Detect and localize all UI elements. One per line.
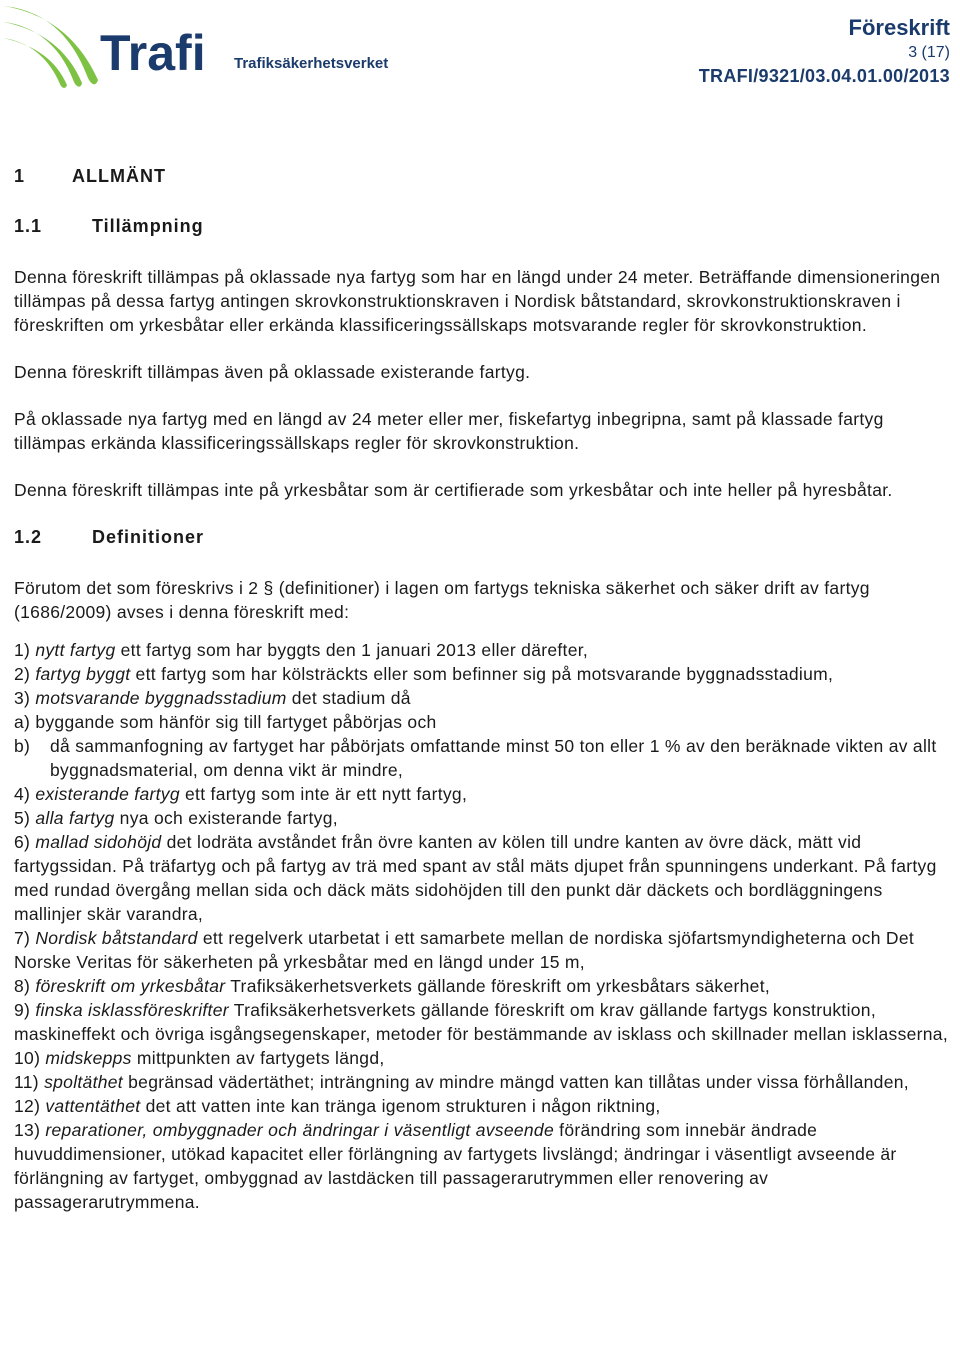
definition-item: 1) nytt fartyg ett fartyg som har byggts den 1 januari 2013 eller därefter,	[14, 640, 589, 660]
subsection-number: 1.1	[14, 216, 43, 236]
definition-term: reparationer, ombyggnader och ändringar i väsentligt avseende	[45, 1120, 554, 1140]
definition-term: föreskrift om yrkesbåtar	[35, 976, 226, 996]
definitions-intro: Förutom det som föreskrivs i 2 § (definitioner) i lagen om fartygs tekniska säkerhet och säker drift av fartyg (1686/2009) avses i denna föreskrift med:	[14, 578, 870, 622]
definition-item: 12) vattentäthet det att vatten inte kan tränga igenom strukturen i någon riktning,	[14, 1096, 661, 1116]
definition-term: existerande fartyg	[35, 784, 180, 804]
logo-text: Trafi	[100, 25, 206, 81]
subsection-heading	[14, 214, 954, 238]
definition-item: 4) existerande fartyg ett fartyg som inte är ett nytt fartyg,	[14, 784, 468, 804]
paragraph: På oklassade nya fartyg med en längd av 24 meter eller mer, fiskefartyg inbegripna, samt på klassade fartyg tillämpas erkända klassificeringssällskaps regler för skrovkonstruktion.	[14, 409, 884, 453]
subsection-title: Definitioner	[92, 527, 205, 547]
definition-item: 9) finska isklassföreskrifter Trafiksäkerhetsverkets gällande föreskrift om krav gällande fartygs konstruktion, maskineffekt och övriga isgångsegenskaper, metoder för bestämmande av isklass och skillnader mellan isklasserna,	[14, 1000, 949, 1044]
definition-term: mallad sidohöjd	[35, 832, 162, 852]
document-reference: TRAFI/9321/03.04.01.00/2013	[698, 66, 950, 86]
definition-item: 10) midskepps mittpunkten av fartygets längd,	[14, 1048, 385, 1068]
definition-item: 6) mallad sidohöjd det lodräta avståndet från övre kanten av kölen till undre kanten av övre däck, mätt vid fartygssidan. På träfartyg och på fartyg av trä med spant av stål mäts djupet från spunningens underkant. På fartyg med rundad övergång mellan sida och däck mäts sidohöjden till den punkt där däckets och bordläggningens mallinjer skär varandra,	[14, 832, 937, 924]
subsection-heading	[14, 525, 954, 549]
definition-subitem: b) då sammanfogning av fartyget har påbörjats omfattande minst 50 ton eller 1 % av den beräknade vikten av allt byggnadsmaterial, om denna vikt är mindre,	[14, 736, 937, 780]
logo-swoosh-icon	[4, 6, 98, 88]
definition-item: 13) reparationer, ombyggnader och ändringar i väsentligt avseende förändring som innebär ändrade huvuddimensioner, utökad kapacitet eller förlängning av fartygets livslängd; ändringar i väsentligt avseende är förlängning av fartyget, ombyggnad av lastdäcken till passagerarutrymmen eller renovering av passagerarutrymmena.	[14, 1120, 897, 1212]
definition-term: spoltäthet	[44, 1072, 123, 1092]
document-body	[14, 164, 954, 1214]
paragraph: Denna föreskrift tillämpas på oklassade nya fartyg som har en längd under 24 meter. Beträffande dimensioneringen tillämpas på dessa fartyg antingen skrovkonstruktionskraven i Nordisk båtstandard, skrovkonstruktionskraven i föreskriften om yrkesbåtar eller erkända klassificeringssällskaps motsvarande regler för skrovkonstruktion.	[14, 267, 941, 335]
definition-term: motsvarande byggnadsstadium	[35, 688, 287, 708]
section-number: 1	[14, 166, 26, 186]
paragraph: Denna föreskrift tillämpas inte på yrkesbåtar som är certifierade som yrkesbåtar och inte heller på hyresbåtar.	[14, 480, 893, 500]
subsection-title: Tillämpning	[92, 216, 204, 236]
definition-item: 8) föreskrift om yrkesbåtar Trafiksäkerhetsverkets gällande föreskrift om yrkesbåtars säkerhet,	[14, 976, 771, 996]
trafi-logo	[0, 0, 400, 96]
definition-term: fartyg byggt	[35, 664, 131, 684]
definition-term: finska isklassföreskrifter	[35, 1000, 229, 1020]
section-heading	[14, 164, 954, 188]
definition-term: alla fartyg	[35, 808, 115, 828]
definition-item: 7) Nordisk båtstandard ett regelverk utarbetat i ett samarbete mellan de nordiska sjöfartsmyndigheterna och Det Norske Veritas för säkerheten på yrkesbåtar med en längd under 15 m,	[14, 928, 915, 972]
definition-term: nytt fartyg	[35, 640, 116, 660]
definition-item: 11) spoltäthet begränsad vädertäthet; inträngning av mindre mängd vatten kan tillåtas under vissa förhållanden,	[14, 1072, 909, 1092]
definition-item: 3) motsvarande byggnadsstadium det stadium då	[14, 688, 411, 708]
definition-term: vattentäthet	[45, 1096, 141, 1116]
definition-subitem: a) byggande som hänför sig till fartyget påbörjas och	[14, 712, 437, 732]
page-number: 3 (17)	[908, 44, 950, 61]
document-type: Föreskrift	[848, 15, 950, 40]
subsection-number: 1.2	[14, 527, 43, 547]
document-header	[699, 14, 950, 88]
definitions-list	[14, 638, 954, 1214]
definition-item: 5) alla fartyg nya och existerande fartyg,	[14, 808, 338, 828]
logo-subtitle: Trafiksäkerhetsverket	[234, 55, 389, 72]
section-title: ALLMÄNT	[72, 166, 166, 186]
definition-term: midskepps	[45, 1048, 132, 1068]
definition-term: Nordisk båtstandard	[35, 928, 198, 948]
paragraph: Denna föreskrift tillämpas även på oklassade existerande fartyg.	[14, 362, 531, 382]
definition-item: 2) fartyg byggt ett fartyg som har kölsträckts eller som befinner sig på motsvarande byggnadsstadium,	[14, 664, 834, 684]
